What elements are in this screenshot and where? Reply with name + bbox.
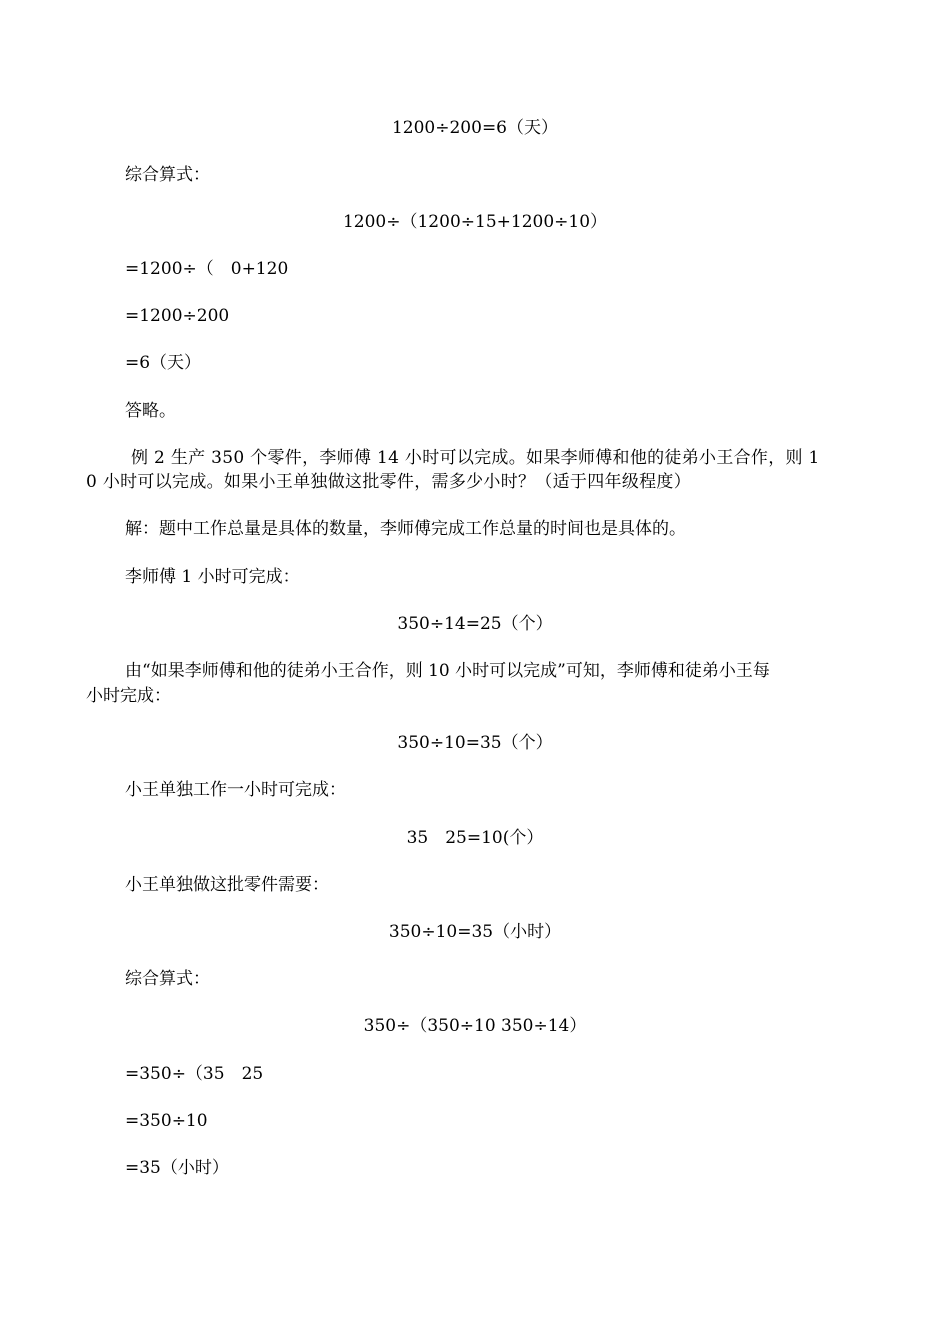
equation-line: 350÷10=35（小时）	[388, 922, 562, 942]
equation-line: 350÷14=25（个）	[397, 614, 553, 634]
text-line: 小王单独工作一小时可完成：	[125, 780, 346, 800]
problem-line: 例 2 生产 350 个零件，李师傅 14 小时可以完成。如果李师傅和他的徒弟小王合作，则 1	[131, 448, 820, 468]
text-line: 李师傅 1 小时可完成：	[125, 567, 300, 587]
equation-line: =6（天）	[125, 353, 202, 373]
equation-line: 350÷（350÷10 350÷14）	[363, 1016, 587, 1036]
text-line: 由“如果李师傅和他的徒弟小王合作，则 10 小时可以完成”可知，李师傅和徒弟小王每	[125, 661, 770, 681]
text-line: 小时完成：	[86, 686, 171, 706]
text-line: 综合算式：	[125, 165, 210, 185]
equation-line: =350÷10	[125, 1111, 208, 1131]
equation-line: 35 25=10(个）	[406, 828, 544, 848]
equation-line: =35（小时）	[125, 1158, 229, 1178]
text-line: 综合算式：	[125, 969, 210, 989]
text-line: 答略。	[125, 401, 176, 421]
equation-line: =1200÷200	[125, 306, 230, 326]
equation-line: 350÷10=35（个）	[397, 733, 553, 753]
equation-line: 1200÷（1200÷15+1200÷10）	[342, 212, 608, 232]
text-line: 解：题中工作总量是具体的数量，李师傅完成工作总量的时间也是具体的。	[125, 519, 686, 539]
problem-line: 0 小时可以完成。如果小王单独做这批零件，需多少小时？（适于四年级程度）	[86, 472, 692, 492]
equation-line: 1200÷200=6（天）	[391, 118, 558, 138]
equation-line: =350÷（35 25	[125, 1064, 264, 1084]
equation-line: =1200÷（ 0+120	[125, 259, 289, 279]
text-line: 小王单独做这批零件需要：	[125, 875, 329, 895]
